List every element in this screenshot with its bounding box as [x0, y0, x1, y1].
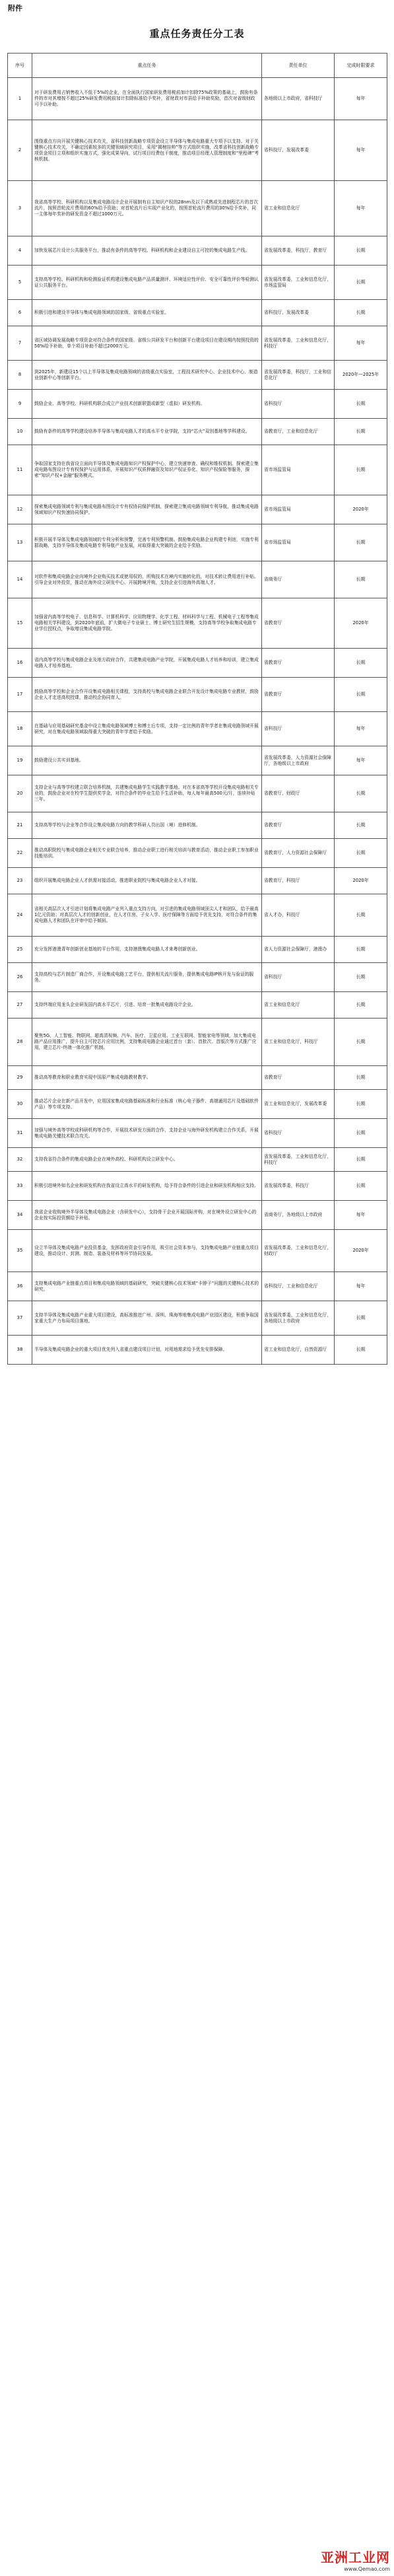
row-task: 在基础与应用基础研究基金中设立集成电路领域博士和博士后专项，支持一定比例的青年学者在集成电路领域开展研究，对在集成电路领域取得重大突破的青年学者给予奖励。	[32, 712, 262, 746]
row-deadline: 长期	[335, 1019, 387, 1066]
table-row	[8, 1066, 387, 1090]
row-number: 23	[8, 868, 32, 894]
row-deadline: 长期	[335, 390, 387, 419]
row-number: 11	[8, 445, 32, 495]
row-number: 30	[8, 1090, 32, 1119]
row-number: 28	[8, 1019, 32, 1066]
table-row	[8, 839, 387, 868]
table-row	[8, 266, 387, 300]
row-responsible-unit: 省科技厅，工业和信息化厅	[262, 1272, 335, 1301]
header-row	[8, 54, 387, 78]
table-row	[8, 326, 387, 361]
row-number: 33	[8, 1172, 32, 1201]
row-task: 推动高职院校与集成电路企业相关专业联合培养，推动企业职工进行相关培训与教育活动，推动企业职工参加职业技能培训。	[32, 839, 262, 868]
row-task: 加快发展芯片设计公共服务平台，推动有条件的高等学校、科研机构和企业建设自主可控的集成电路生产线。	[32, 236, 262, 266]
table-row	[8, 868, 387, 894]
row-responsible-unit: 省商务厅，各地级以上市政府	[262, 1201, 335, 1230]
table-body	[8, 78, 387, 1365]
row-responsible-unit: 省科技厅，发展改革委	[262, 120, 335, 181]
row-number: 18	[8, 712, 32, 746]
row-deadline: 长期	[335, 236, 387, 266]
row-number: 21	[8, 812, 32, 839]
row-task: 到2025年，新建设15个以上半导体及集成电路领域的省级重点实验室，工程技术研究中心、企业技术中心、制造业创新中心等创新平台。	[32, 361, 262, 390]
row-responsible-unit: 省科技厅，发展改革委	[262, 300, 335, 326]
row-task: 我省高等学校、科研机构以及集成电路设计企业开展制有自主知识产权的28nm及以下成熟或先进制程芯片的首次流片，按照首轮流片费用的60%给予资助；对首轮流片后实现产业化的，按照首轮流片费用的30%给予奖补，同一主体每年奖补的研发资金不超过1000万元。	[32, 181, 262, 236]
row-number: 6	[8, 300, 32, 326]
row-deadline: 长期	[335, 992, 387, 1019]
row-responsible-unit: 省科技厅	[262, 712, 335, 746]
header-time: 完成时限要求	[335, 54, 387, 78]
row-task: 对软件和集成电路企业向境外企业购买技术或使用权的，所购技术在境内实施转化的，对技术转让费用进行补贴。引导企业对外投资，推动在海外设立研发中心、开展跨境并购，支持企业引进海外高端人才。	[32, 561, 262, 598]
table-row	[8, 649, 387, 678]
row-task: 充分发挥港澳青年创新创业基地的平台作用，支持港澳集成电路人才来粤创新创业。	[32, 937, 262, 963]
row-responsible-unit: 省发展改革委，科技厅，教育厅	[262, 236, 335, 266]
row-deadline: 每年	[335, 120, 387, 181]
row-responsible-unit: 省发展改革委，工业和信息化厅，市场监管局	[262, 266, 335, 300]
row-responsible-unit: 省教育厅，财政厅	[262, 775, 335, 812]
row-deadline: 每年	[335, 1272, 387, 1301]
row-deadline: 长期	[335, 894, 387, 937]
row-task: 设立半导体及集成电路产业投资基金，发挥政府资金引导作用，吸引社会资本参与，支持集成电路产业链重点项目建设，推动设计、封测、制造、装备及材料等环节协同发展。	[32, 1230, 262, 1272]
row-deadline: 长期	[335, 1090, 387, 1119]
table-row	[8, 1172, 387, 1201]
table-row	[8, 894, 387, 937]
table-row	[8, 992, 387, 1019]
row-responsible-unit: 省市场监管局	[262, 445, 335, 495]
table-row	[8, 361, 387, 390]
table-row	[8, 1148, 387, 1172]
row-responsible-unit: 省发展改革委，人力资源社会保障厅，各地级以上市政府	[262, 746, 335, 775]
row-deadline: 每年	[335, 326, 387, 361]
row-number: 36	[8, 1272, 32, 1301]
row-deadline: 长期	[335, 1066, 387, 1090]
row-number: 25	[8, 937, 32, 963]
table-row	[8, 1119, 387, 1148]
row-task: 鼓励有条件的高等学校建设培养半导体与集成电路人才的高水平专业学院，支持“芯火”双创基地等学科建设。	[32, 419, 262, 445]
table-row	[8, 712, 387, 746]
row-responsible-unit: 省工业和信息化厅	[262, 992, 335, 1019]
row-number: 17	[8, 678, 32, 712]
table-row	[8, 812, 387, 839]
row-number: 16	[8, 649, 32, 678]
row-responsible-unit: 省工业和信息化厅，发展改革委	[262, 1090, 335, 1119]
row-number: 31	[8, 1119, 32, 1148]
row-responsible-unit: 省工业和信息化厅，科技厅	[262, 1019, 335, 1066]
row-task: 积极引进境外知名企业和研发机构在我省设立高水平的研发机构，给予符合条件的引进企业和研发机构相应支持。	[32, 1172, 262, 1201]
table-row	[8, 1272, 387, 1301]
row-task: 鼓励高等学校和企业合作开设集成电路相关课程，支持高校与集成电路企业联合开发设计集成电路专业教材，鼓励企业人才走进高校授课，推动校企协同育人。	[32, 678, 262, 712]
row-number: 32	[8, 1148, 32, 1172]
table-row	[8, 1019, 387, 1066]
header-unit: 责任单位	[262, 54, 335, 78]
row-deadline: 长期	[335, 445, 387, 495]
row-deadline: 长期	[335, 300, 387, 326]
row-responsible-unit: 省发展改革委，工业和信息化厅，科技厅	[262, 326, 335, 361]
row-responsible-unit: 省教育厅，科技厅	[262, 868, 335, 894]
row-number: 20	[8, 775, 32, 812]
row-task: 省区域协调发展战略专项资金对符合条件的国家级、省级公共研发平台和创新平台建设项目在建设期内按照投资的50%给予补助，单个项目补助不超过2000万元。	[32, 326, 262, 361]
row-number: 27	[8, 992, 32, 1019]
row-responsible-unit: 省发展改革委，科技厅，工业和信息化厅	[262, 361, 335, 390]
row-task: 省内高等学校与集成电路企业及地方政府合作，共建集成电路产业学院，开展集成电路人才培养和培训，建立集成电路人才培养基地。	[32, 649, 262, 678]
row-deadline: 长期	[335, 1336, 387, 1365]
table-row	[8, 495, 387, 524]
table-row	[8, 598, 387, 649]
row-deadline: 长期	[335, 266, 387, 300]
row-responsible-unit: 省教育厅	[262, 678, 335, 712]
watermark-logo: 亚洲工业网	[321, 2550, 390, 2565]
row-responsible-unit: 各地级以上市政府，省科技厅	[262, 78, 335, 120]
row-deadline: 每年	[335, 78, 387, 120]
table-row	[8, 524, 387, 561]
table-row	[8, 937, 387, 963]
row-task: 积极引进和建设半导体与集成电路领域的国家级、省级重点实验室。	[32, 300, 262, 326]
row-number: 22	[8, 839, 32, 868]
row-deadline: 每年	[335, 181, 387, 236]
row-deadline: 长期	[335, 1119, 387, 1148]
row-deadline: 长期	[335, 524, 387, 561]
row-deadline: 每年	[335, 712, 387, 746]
row-number: 7	[8, 326, 32, 361]
row-task: 争取国家支持在我省设立面向半导体及集成电路知识产权保护中心，建立快速审查、确权和维权机制。探索建立集成电路布图设计专有权保护与运用体系，开展知识产权质押融资及知识产权证券化、知识产权保险等服务，探索“知识产权+金融”服务模式。	[32, 445, 262, 495]
row-number: 26	[8, 963, 32, 992]
row-responsible-unit: 省教育厅	[262, 812, 335, 839]
table-row	[8, 963, 387, 992]
row-deadline: 长期	[335, 937, 387, 963]
row-deadline: 2020年	[335, 1230, 387, 1272]
row-deadline: 长期	[335, 561, 387, 598]
row-task: 我省企业收购境外半导体及集成电路企业（含研发中心），支持骨干企业开展国际并购，对在境外设立研发中心的企业按实际投资额给予补贴。	[32, 1201, 262, 1230]
table-row	[8, 775, 387, 812]
row-task: 加强与境外高等学校或科研机构等合作，开展技术研发方面的合作，支持企业与海外研发机构建立合作关系，开展集成电路关键技术联合攻关。	[32, 1119, 262, 1148]
row-deadline: 长期	[335, 775, 387, 812]
row-number: 14	[8, 561, 32, 598]
row-deadline: 2020年	[335, 598, 387, 649]
row-responsible-unit: 省科技厅	[262, 1119, 335, 1148]
row-task: 聚焦5G、人工智能、物联网、超高清视频、汽车、医疗、卫星应用、工业互联网、智能家电等领域，加大集成电路产品应用推广，提升自主可控芯片应用比例，支持集成电路企业通过首台（套）、首批次、首版次等方式推广应用，建立芯片-终端一体化推广机制。	[32, 1019, 262, 1066]
table-row	[8, 390, 387, 419]
row-number: 1	[8, 78, 32, 120]
row-task: 支持终端应用龙头企业研发国内高水平芯片，引进、培育一批集成电路设计企业。	[32, 992, 262, 1019]
row-responsible-unit: 省教育厅	[262, 598, 335, 649]
row-task: 组织开展集成电路企业人才供需对接活动，推进职业院校与集成电路企业人才对接。	[32, 868, 262, 894]
header-no: 序号	[8, 54, 32, 78]
row-task: 鼓励企业、高等学校、科研机构联合成立产业技术创新联盟或新型（虚拟）研发机构。	[32, 390, 262, 419]
table-row	[8, 419, 387, 445]
row-deadline: 每年	[335, 746, 387, 775]
annex-label: 附件	[8, 4, 22, 13]
row-deadline: 长期	[335, 678, 387, 712]
row-responsible-unit: 省教育厅	[262, 1066, 335, 1090]
row-number: 24	[8, 894, 32, 937]
row-task: 支持高等学校与企业等合作设立集成电路方向的教学科研人员出国（境）进修机制。	[32, 812, 262, 839]
row-responsible-unit: 省人力资源社会保障厅，港澳办	[262, 937, 335, 963]
row-task: 支持集成电路产业链重点项目和集成电路领域的基础研究，突破关键核心技术领域“卡脖子”问题的关键核心技术的研究。	[32, 1272, 262, 1301]
row-responsible-unit: 省市场监管局	[262, 495, 335, 524]
row-task: 支持我省符合条件的集成电路企业在境外高校、科研机构设立研发中心。	[32, 1148, 262, 1172]
row-number: 12	[8, 495, 32, 524]
table-row	[8, 1301, 387, 1336]
table-row	[8, 746, 387, 775]
row-deadline: 长期	[335, 649, 387, 678]
row-responsible-unit: 省教育厅，人力资源社会保障厅	[262, 839, 335, 868]
watermark-url: www.Qemao.com	[344, 2566, 390, 2572]
row-number: 4	[8, 236, 32, 266]
row-number: 3	[8, 181, 32, 236]
row-responsible-unit: 省商务厅	[262, 561, 335, 598]
row-responsible-unit: 省发展改革委，科技厅	[262, 1172, 335, 1201]
row-number: 2	[8, 120, 32, 181]
task-table	[7, 53, 387, 1365]
row-number: 38	[8, 1336, 32, 1365]
table-row	[8, 236, 387, 266]
row-task: 探索集成电路领域专利与集成电路布图设计专有权协同保护机制，探索建立集成电路领域专利导航，推动集成电路领域知识产权快速协同保护。	[32, 495, 262, 524]
table-row	[8, 1230, 387, 1272]
table-row	[8, 300, 387, 326]
row-deadline: 长期	[335, 1148, 387, 1172]
row-responsible-unit: 省市场监管局	[262, 524, 335, 561]
row-number: 34	[8, 1201, 32, 1230]
table-row	[8, 1090, 387, 1119]
row-task: 加强省内高等学校电子、信息科学、计算机科学、应用物理学、化学工程、材料科学与工程、机械电子工程等集成电路相关学科建设，到2020年底前，扩大微电子专业硕士、博士研究生招生规模，支持高等学校争取集成电路专业学位授权点，争取增设集成电路学院。	[32, 598, 262, 649]
table-row	[8, 120, 387, 181]
header-task: 重点任务	[32, 54, 262, 78]
row-deadline: 长期	[335, 419, 387, 445]
row-responsible-unit: 省教育厅，工业和信息化厅	[262, 419, 335, 445]
row-number: 9	[8, 390, 32, 419]
row-task: 支持高等学校、科研机构和检测验证机构建设集成电路产品质量测评、环境适应性评价、安全可靠性评价等检测认证公共服务平台。	[32, 266, 262, 300]
row-responsible-unit: 省科技厅	[262, 963, 335, 992]
row-deadline: 长期	[335, 963, 387, 992]
row-number: 35	[8, 1230, 32, 1272]
row-responsible-unit: 省发展改革委，工业和信息化厅，各地级以上市政府	[262, 1301, 335, 1336]
row-deadline: 每年	[335, 1201, 387, 1230]
row-task: 支持企业与高等学校建立联合培养机制，共建集成电路学生实践教学基地。对在本省高等学校开设集成电路相关专业的，鼓励企业对在校学生提供奖学金，对符合条件的毕业生给予生活补助，每人每年最高500元/月，连续补贴三年。	[32, 775, 262, 812]
row-number: 5	[8, 266, 32, 300]
row-responsible-unit: 省人才办，科技厅	[262, 894, 335, 937]
row-task: 半导体及集成电路企业的重大项目优先列入省重点建设项目计划，对用地需求给予优先安排保障。	[32, 1336, 262, 1365]
table-header	[8, 54, 387, 78]
row-number: 37	[8, 1301, 32, 1336]
table-row	[8, 1201, 387, 1230]
table-row	[8, 78, 387, 120]
row-task: 支持高校与芯片制造厂商合作，开设集成电路工艺平台，提供相关流片服务，提供集成电路IP核开发与验证的服务。	[32, 963, 262, 992]
row-responsible-unit: 省发展改革委，工业和信息化厅，科技厅	[262, 1148, 335, 1172]
row-task: 积极开展半导体及集成电路领域的专利分析和预警，完善专利预警机制。鼓励集成电路企业构建专利池，实施专利群战略，支持半导体及集成电路专利导航产业发展，对取得重大突破的企业给予奖励。	[32, 524, 262, 561]
row-task: 推动芯片企业在新产品开发中，应用国家集成电路基础标准和行业标准（核心电子器件、高端通用芯片及基础软件产品）等专项支持。	[32, 1090, 262, 1119]
row-deadline: 2020年	[335, 868, 387, 894]
table-row	[8, 678, 387, 712]
row-number: 10	[8, 419, 32, 445]
row-task: 对于研发费用占销售收入不低于5%的企业，在全面执行国家研发费用税前加计扣除75%政策的基础上，鼓励有条件的市对其增按不超过25%研发费用税前加计扣除标准给予奖补，省财政对市县给予补助奖励，首次对省级财政可予以补助。	[32, 78, 262, 120]
row-number: 29	[8, 1066, 32, 1090]
row-task: 围绕重点方向开展关键核心技术攻关，省科技创新战略专项资金设立半导体与集成电路重大专项予以支持。对于关键核心技术攻关，不确定因素较多的关键领域研究项目，采用“揭榜挂帅”等方式组织实施，改革省科技创新战略专项资金项目立项和组织实施方式，强化成果导向，试行项目经费包干制度，推动项目经理人管理制度和“里程碑”考核机制。	[32, 120, 262, 181]
table-row	[8, 1336, 387, 1365]
table-row	[8, 561, 387, 598]
row-deadline: 2020年—2025年	[335, 361, 387, 390]
page-title: 重点任务责任分工表	[149, 28, 245, 40]
row-responsible-unit: 省科技厅	[262, 390, 335, 419]
row-number: 13	[8, 524, 32, 561]
row-responsible-unit: 省工业和信息化厅，自然资源厅	[262, 1336, 335, 1365]
row-deadline: 长期	[335, 812, 387, 839]
row-number: 8	[8, 361, 32, 390]
row-responsible-unit: 省发展改革委，工业和信息化厅，财政厅	[262, 1230, 335, 1272]
row-responsible-unit: 省教育厅	[262, 649, 335, 678]
row-task: 支持半导体及集成电路产业重大项目建设，高标准推进广州、深圳、珠海等地集成电路产业园区建设，积极争取国家重大生产力布局项目落地。	[32, 1301, 262, 1336]
row-number: 19	[8, 746, 32, 775]
row-deadline: 2020年	[335, 495, 387, 524]
row-task: 推动高等教育和职业教育实现中国原产集成电路教材教学。	[32, 1066, 262, 1090]
row-responsible-unit: 省工业和信息化厅	[262, 181, 335, 236]
row-number: 15	[8, 598, 32, 649]
row-task: 鼓励建设公共实训基地。	[32, 746, 262, 775]
watermark	[321, 2547, 390, 2572]
row-deadline: 长期	[335, 839, 387, 868]
row-deadline: 长期	[335, 1301, 387, 1336]
row-task: 省相关高层次人才引进计划将集成电路产业列入重点支持方向，对引进的集成电路领域顶尖人才和团队，给予最高1亿元资助；对高层次人才的创新创业，在人才住房、子女入学、医疗保障等方面给予优先支持，对符合条件的集成电路人才和团队在评审中给予倾斜。	[32, 894, 262, 937]
table-row	[8, 445, 387, 495]
table-row	[8, 181, 387, 236]
row-deadline: 长期	[335, 1172, 387, 1201]
